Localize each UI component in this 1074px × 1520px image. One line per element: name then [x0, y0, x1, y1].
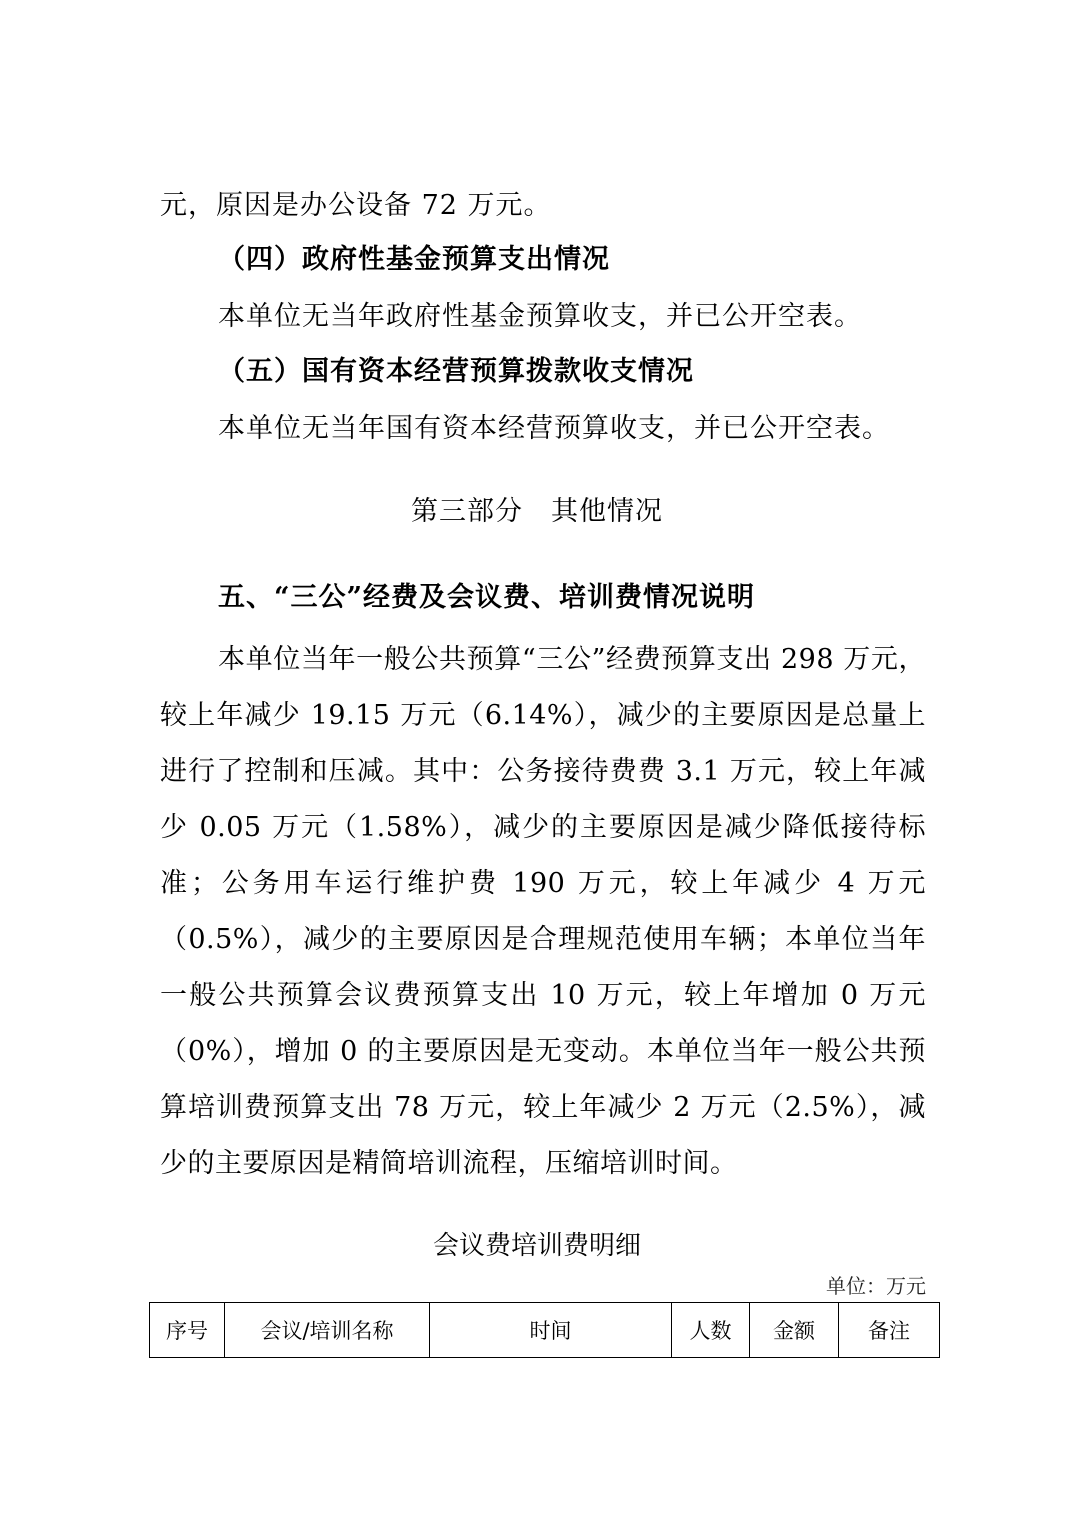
paragraph-state-capital: 本单位无当年国有资本经营预算收支，并已公开空表。 — [218, 413, 890, 444]
meeting-training-table — [149, 1302, 940, 1358]
section-heading: 五、“三公”经费及会议费、培训费情况说明 — [218, 582, 756, 613]
paragraph-government-fund: 本单位无当年政府性基金预算收支，并已公开空表。 — [218, 301, 862, 332]
subheading-state-capital: （五）国有资本经营预算拨款收支情况 — [218, 356, 694, 387]
header-remarks: 备注 — [839, 1303, 940, 1358]
three-public-expenses-paragraph: 本单位当年一般公共预算“三公”经费预算支出 298 万元，较上年减少 19.15 万元（6.14%），减少的主要原因是总量上进行了控制和压减。其中：公务接待费费 3.1 万元，较上年减少 0.05 万元（1.58%），减少的主要原因是减少降低接待标准；公务用车运行维护费 190 万元，较上年减少 4 万元（0.5%），减少的主要原因是合理规范使用车辆；本单位当年一般公共预算会议费预算支出 10 万元，较上年增加 0 万元（0%），增加 0 的主要原因是无变动。本单位当年一般公共预算培训费预算支出 78 万元，较上年减少 2 万元（2.5%），减少的主要原因是精简培训流程，压缩培训时间。 — [160, 644, 926, 1179]
subheading-government-fund: （四）政府性基金预算支出情况 — [218, 244, 610, 275]
table-header-row — [150, 1303, 940, 1358]
header-people: 人数 — [672, 1303, 750, 1358]
part-title: 第三部分 其他情况 — [411, 496, 663, 527]
header-amount: 金额 — [750, 1303, 839, 1358]
table-title: 会议费培训费明细 — [432, 1231, 641, 1261]
header-index: 序号 — [150, 1303, 225, 1358]
header-time: 时间 — [430, 1303, 672, 1358]
header-name: 会议/培训名称 — [225, 1303, 430, 1358]
continuation-line: 元，原因是办公设备 72 万元。 — [160, 190, 552, 221]
unit-label: 单位：万元 — [826, 1274, 926, 1298]
